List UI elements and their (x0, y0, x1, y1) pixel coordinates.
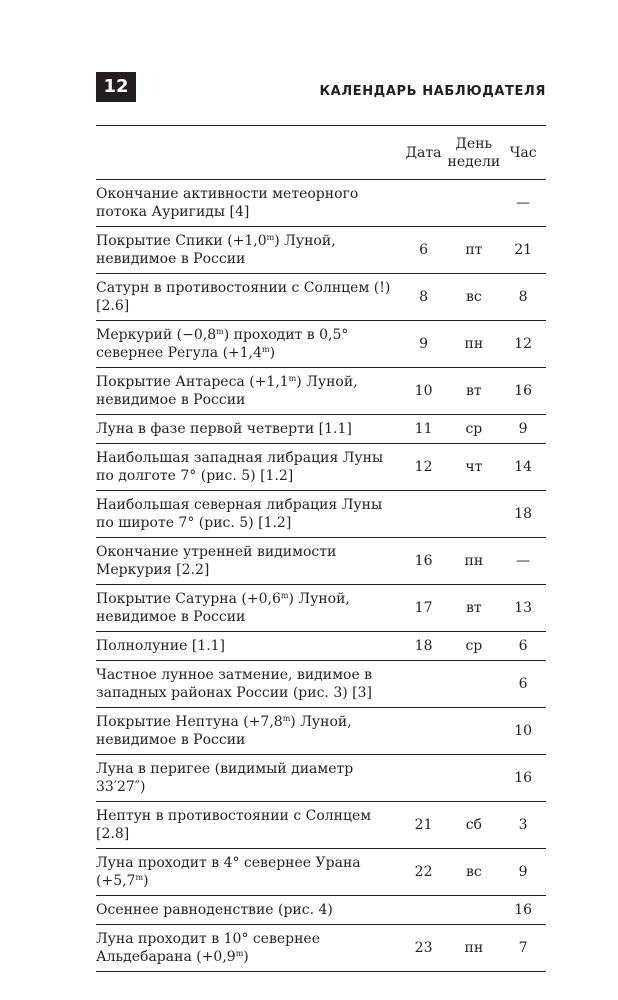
weekday-cell: вт (466, 600, 482, 616)
hour-cell: 3 (518, 817, 528, 833)
event-cell: Покрытие Нептуна $(+7,8^m)$ Луной, невидимое в России (96, 714, 352, 748)
table-row (96, 585, 546, 632)
hour-cell: 21 (514, 242, 533, 258)
date-cell: 11 (414, 421, 433, 437)
magnitude-mark: m (262, 345, 270, 354)
hour-cell: 8 (518, 289, 528, 305)
hour-cell: 9 (518, 864, 528, 880)
event-cell: Наибольшая северная либрация Луны по широте 7° (рис. 5) [1.2] (96, 497, 383, 531)
date-cell (400, 708, 448, 755)
event-cell: Осеннее равноденствие (рис. 4) (96, 902, 333, 918)
date-cell (400, 755, 448, 802)
date-cell: 17 (414, 600, 433, 616)
weekday-cell (447, 896, 500, 925)
table-header-row (96, 126, 546, 180)
hour-cell: 10 (514, 723, 533, 739)
hour-cell: 7 (518, 940, 528, 956)
hour-cell: 6 (518, 638, 528, 654)
hour-cell: 14 (514, 459, 533, 475)
event-cell: Луна проходит в 10° севернее Альдебарана $(+0,9^m)$ (96, 931, 320, 965)
running-title: КАЛЕНДАРЬ НАБЛЮДАТЕЛЯ (319, 84, 546, 99)
magnitude-mark: m (288, 374, 297, 383)
weekday-cell (447, 755, 500, 802)
event-cell: Меркурий $(-0,8^m)$ проходит в 0,5° севернее Регула $(+1,4^m)$ (96, 327, 349, 361)
hour-cell: 13 (514, 600, 533, 616)
table-row (96, 661, 546, 708)
table-row (96, 321, 546, 368)
table-row (96, 491, 546, 538)
magnitude-mark: m (282, 714, 291, 723)
table-row (96, 368, 546, 415)
date-cell: 12 (414, 459, 433, 475)
table-row (96, 849, 546, 896)
hour-cell: 16 (514, 383, 533, 399)
weekday-cell: вс (465, 864, 482, 880)
event-cell: Полнолуние [1.1] (96, 638, 226, 654)
column-header-event (96, 126, 400, 180)
hour-cell: 9 (518, 421, 528, 437)
table-row (96, 415, 546, 444)
weekday-cell: пн (464, 336, 484, 352)
event-cell: Окончание активности метеорного потока Ауригиды [4] (96, 186, 359, 220)
table-row (96, 708, 546, 755)
column-header-hour: Час (509, 144, 537, 161)
event-cell: Покрытие Антареса $(+1,1^m)$ Луной, невидимое в России (96, 374, 358, 408)
table-row (96, 274, 546, 321)
table-row (96, 802, 546, 849)
event-cell: Луна в перигее (видимый диаметр 33′27″) (96, 761, 354, 795)
table-row (96, 538, 546, 585)
weekday-cell (447, 661, 500, 708)
weekday-cell: чт (465, 459, 483, 475)
event-cell: Покрытие Спики $(+1,0^m)$ Луной, невидимое в России (96, 233, 336, 267)
table-row (96, 925, 546, 972)
event-cell: Покрытие Сатурна $(+0,6^m)$ Луной, невидимое в России (96, 591, 350, 625)
hour-cell: 16 (514, 902, 533, 918)
date-cell: 22 (414, 864, 433, 880)
weekday-cell: вс (465, 289, 482, 305)
weekday-cell: пн (464, 553, 484, 569)
table-row (96, 632, 546, 661)
event-cell: Сатурн в противостоянии с Солнцем (!) [2.6] (96, 280, 391, 314)
magnitude-mark: m (266, 233, 275, 242)
event-cell: Наибольшая западная либрация Луны по долготе 7° (рис. 5) [1.2] (96, 450, 384, 484)
weekday-cell: ср (465, 421, 483, 437)
date-cell (400, 661, 448, 708)
event-cell: Луна в фазе первой четверти [1.1] (96, 421, 352, 437)
table-row (96, 227, 546, 274)
weekday-cell: пт (465, 242, 483, 258)
event-cell: Окончание утренней видимости Меркурия [2.2] (96, 544, 337, 578)
weekday-cell (447, 491, 500, 538)
magnitude-mark: m (235, 949, 244, 958)
date-cell: 18 (414, 638, 433, 654)
table-row (96, 896, 546, 925)
weekday-cell: пн (464, 940, 484, 956)
event-cell: Луна проходит в 4° севернее Урана $(+5,7^m)$ (96, 855, 361, 889)
date-cell: 6 (419, 242, 429, 258)
column-header-date: Дата (405, 144, 442, 161)
magnitude-mark: m (216, 327, 224, 336)
column-header-weekday: День недели (447, 135, 501, 170)
magnitude-mark: m (135, 873, 144, 882)
page-number: 12 (96, 72, 136, 102)
events-table (96, 125, 546, 972)
hour-cell: 16 (514, 770, 533, 786)
weekday-cell: ср (465, 638, 483, 654)
date-cell: 10 (414, 383, 433, 399)
weekday-cell (447, 180, 500, 227)
table-row (96, 180, 546, 227)
date-cell: 16 (414, 553, 433, 569)
table-row (96, 444, 546, 491)
event-cell: Частное лунное затмение, видимое в западных районах России (рис. 3) [3] (96, 667, 373, 701)
date-cell (400, 180, 448, 227)
date-cell: 8 (419, 289, 429, 305)
date-cell: 21 (414, 817, 433, 833)
date-cell (400, 896, 448, 925)
hour-cell: — (516, 553, 531, 569)
hour-cell: 18 (514, 506, 533, 522)
hour-cell: 6 (518, 676, 528, 692)
date-cell: 23 (414, 940, 433, 956)
table-row (96, 755, 546, 802)
hour-cell: 12 (514, 336, 533, 352)
date-cell (400, 491, 448, 538)
hour-cell: — (516, 195, 531, 211)
date-cell: 9 (419, 336, 429, 352)
event-cell: Нептун в противостоянии с Солнцем [2.8] (96, 808, 372, 842)
weekday-cell (447, 708, 500, 755)
weekday-cell: сб (465, 817, 482, 833)
weekday-cell: вт (466, 383, 482, 399)
magnitude-mark: m (280, 591, 289, 600)
